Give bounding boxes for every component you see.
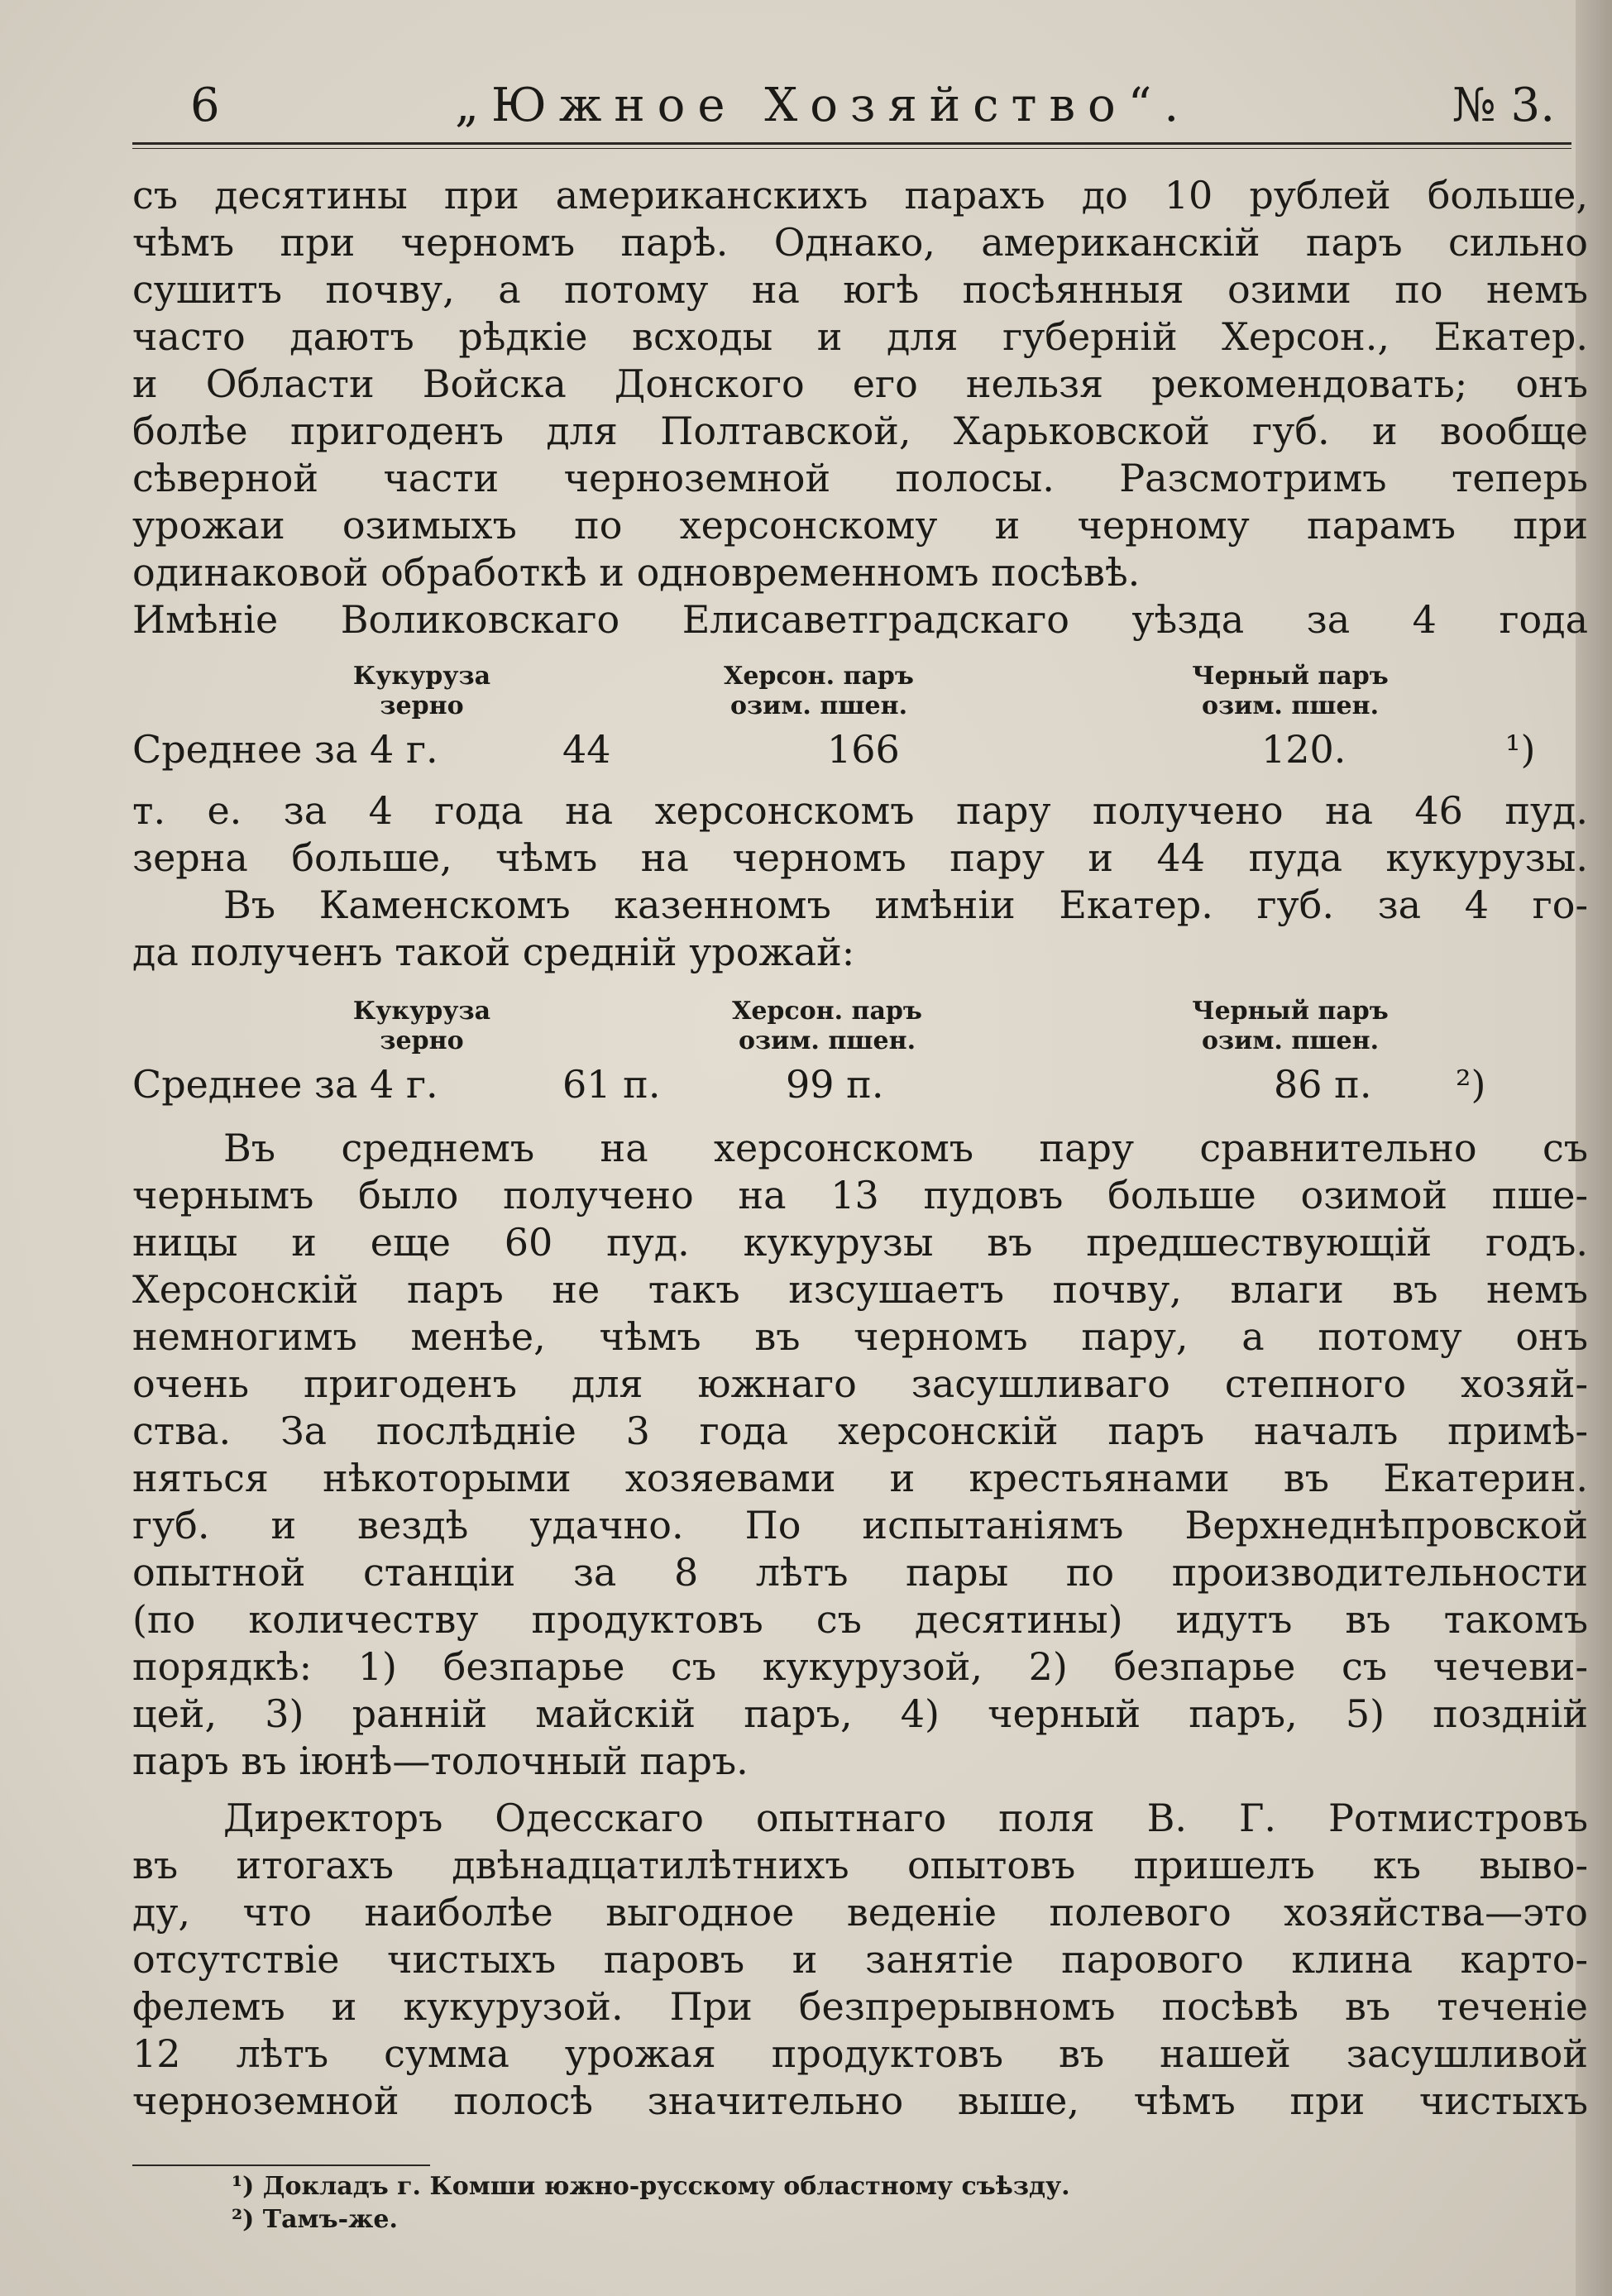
value-kherson-fallow: 99 п. [786,1062,884,1107]
column-header-corn [323,662,521,721]
text-line: Въ Каменскомъ казенномъ имѣніи Екатер. губ. за 4 го- [223,883,1588,927]
journal-title: „Южное Хозяйство“. [455,79,1192,132]
column-header-line: зерно [380,1026,464,1055]
column-header-line: озим. пшен. [729,691,908,720]
text-line: немногимъ менѣе, чѣмъ въ черномъ пару, а потому онъ [132,1314,1588,1359]
text-line: 12 лѣтъ сумма урожая продуктовъ въ нашей засушливой [132,2031,1588,2076]
text-line: опытной станціи за 8 лѣтъ пары по производительности [132,1550,1588,1595]
paragraph-2 [132,787,1588,882]
paragraph-5 [132,1795,1588,2125]
text-line: (по количеству продуктовъ съ десятины) идутъ въ такомъ [132,1597,1588,1642]
row-label-average: Среднее за 4 г. [132,727,438,772]
header-rule [132,142,1571,149]
text-line: и Области Войска Донского его нельзя рекомендовать; онъ [132,361,1588,406]
text-line: фелемъ и кукурузой. При безпрерывномъ посѣвѣ въ теченіе [132,1984,1588,2029]
footnote-mark: ¹) [1505,727,1536,772]
paragraph-4 [132,1125,1588,1785]
page-header [132,73,1571,139]
column-header-kherson-fallow [703,997,951,1056]
column-header-line: Черный паръ [1192,997,1389,1026]
text-line: отсутствіе чистыхъ паровъ и занятіе парового клина карто- [132,1937,1588,1982]
text-line: да полученъ такой средній урожай: [132,930,855,974]
text-line: ства. За послѣдніе 3 года херсонскій паръ началъ примѣ- [132,1409,1588,1453]
column-header-line: зерно [380,691,464,720]
text-line: Директоръ Одесскаго опытнаго поля В. Г. Ротмистровъ [223,1796,1588,1840]
text-line: черноземной полосѣ значительно выше, чѣмъ при чистыхъ [132,2078,1588,2123]
text-line: Херсонскій паръ не такъ изсушаетъ почву, влаги въ немъ [132,1267,1588,1312]
column-header-corn [323,997,521,1056]
text-line: ницы и еще 60 пуд. кукурузы въ предшествующій годъ. [132,1220,1588,1265]
column-header-line: Херсон. паръ [724,662,914,691]
text-line: урожаи озимыхъ по херсонскому и черному парамъ при [132,503,1588,548]
footnote-mark: ²) [1456,1062,1486,1107]
value-corn: 61 п. [562,1062,661,1107]
paragraph-3 [132,882,1588,976]
text-line: губ. и вездѣ удачно. По испытаніямъ Верхнеднѣпровской [132,1503,1588,1547]
value-black-fallow: 86 п. [1274,1062,1372,1107]
text-line: одинаковой обработкѣ и одновременномъ посѣвѣ. [132,550,1141,595]
text-line: въ итогахъ двѣнадцатилѣтнихъ опытовъ пришелъ къ выво- [132,1843,1588,1887]
column-header-line: озим. пшен. [738,1026,916,1055]
text-line: т. е. за 4 года на херсонскомъ пару получено на 46 пуд. [132,788,1588,833]
value-kherson-fallow: 166 [827,727,900,772]
column-header-kherson-fallow [695,662,943,721]
text-line: сѣверной части черноземной полосы. Разсмотримъ теперь [132,456,1588,500]
footnote-rule [132,2164,430,2166]
text-line: порядкѣ: 1) безпарье съ кукурузой, 2) безпарье съ чечеви- [132,1644,1588,1689]
issue-number: № 3. [1452,79,1555,132]
text-line: очень пригоденъ для южнаго засушливаго степного хозяй- [132,1361,1588,1406]
text-line: няться нѣкоторыми хозяевами и крестьянами въ Екатерин. [132,1456,1588,1500]
column-header-line: Кукуруза [352,662,491,691]
footnote-1: ¹) Докладъ г. Комши южно-русскому областному съѣзду. [232,2172,1070,2201]
column-header-black-fallow [1166,662,1414,721]
text-line: сушитъ почву, а потому на югѣ посѣянныя озими по немъ [132,267,1588,312]
text-line: болѣе пригоденъ для Полтавской, Харьковской губ. и вообще [132,409,1588,453]
column-header-black-fallow [1166,997,1414,1056]
text-line: цей, 3) ранній майскій паръ, 4) черный паръ, 5) поздній [132,1691,1588,1736]
column-header-line: Херсон. паръ [732,997,922,1026]
text-line: съ десятины при американскихъ парахъ до 10 рублей больше, [132,173,1588,218]
footnote-2: ²) Тамъ-же. [232,2205,398,2234]
text-line: зерна больше, чѣмъ на черномъ пару и 44 пуда кукурузы. [132,835,1588,880]
page-number: 6 [190,79,220,132]
value-black-fallow: 120. [1261,727,1347,772]
value-corn: 44 [562,727,611,772]
text-line: паръ въ іюнѣ—толочный паръ. [132,1739,749,1783]
paragraph-1 [132,172,1588,643]
column-header-line: Черный паръ [1192,662,1389,691]
column-header-line: Кукуруза [352,997,491,1026]
column-header-line: озим. пшен. [1201,1026,1380,1055]
text-line: часто даютъ рѣдкіе всходы и для губерній Херсон., Екатер. [132,314,1588,359]
estate-line: Имѣніе Воликовскаго Елисаветградскаго уѣзда за 4 года [132,597,1588,642]
text-line: Въ среднемъ на херсонскомъ пару сравнительно съ [223,1126,1588,1170]
text-line: ду, что наиболѣе выгодное веденіе полевого хозяйства—это [132,1890,1588,1935]
row-label-average: Среднее за 4 г. [132,1062,438,1107]
column-header-line: озим. пшен. [1201,691,1380,720]
text-line: чернымъ было получено на 13 пудовъ больше озимой пше- [132,1173,1588,1217]
text-line: чѣмъ при черномъ парѣ. Однако, американскій паръ сильно [132,220,1588,265]
